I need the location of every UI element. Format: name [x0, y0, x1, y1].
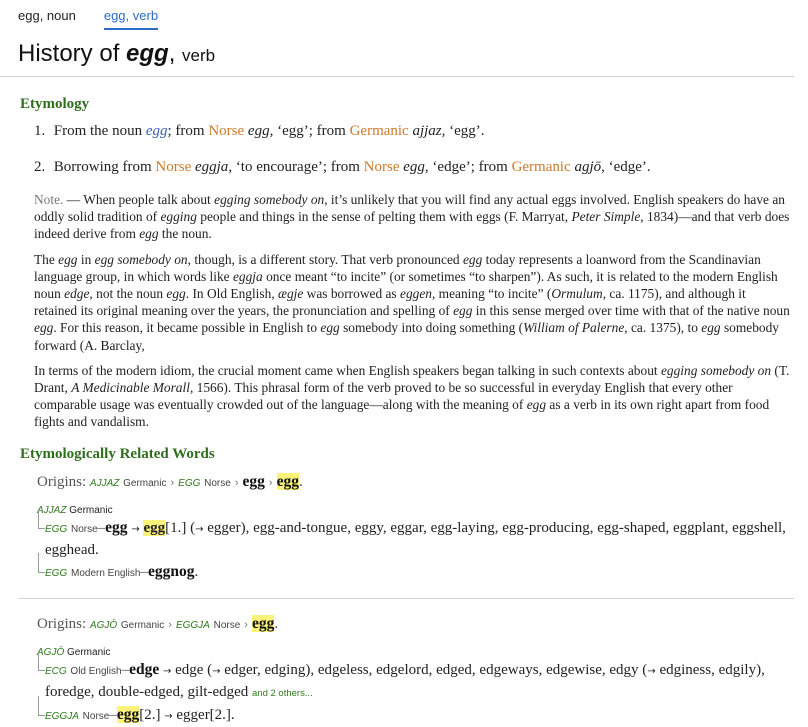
text: somebody forward (A. Barclay, [34, 320, 780, 353]
arrow-right-icon: → [131, 523, 140, 535]
term: egg [58, 251, 78, 267]
text: The [34, 251, 59, 267]
text: , it’s unlikely that you will find any actual eggs involved. English speakers do have an oddly solid tradition of [34, 192, 785, 225]
term: egg [701, 320, 721, 336]
arrow-right-icon: → [162, 665, 172, 677]
term: egg somebody on [94, 251, 188, 267]
title-prefix: History of [18, 40, 120, 67]
term: egg [139, 226, 159, 242]
term: agjō [574, 159, 602, 175]
origin-link[interactable]: EGG [178, 477, 201, 489]
text: was borrowed as [303, 286, 400, 302]
term: egging somebody on [214, 192, 325, 207]
etymology-item-1 [34, 121, 808, 141]
related-tree-2 [37, 647, 808, 727]
term: Peter Simple [571, 209, 641, 225]
term: ajjaz [412, 123, 442, 139]
text: . In Old English, [185, 286, 279, 302]
origins-chain-1: Origins: AJJAZ Germanic › EGG Norse › egg › egg. [37, 472, 303, 490]
root-lang: Germanic [69, 504, 113, 516]
term: Ormulum [551, 286, 603, 302]
tab-egg-verb[interactable]: egg, verb [104, 0, 158, 30]
current-word: egg [116, 705, 140, 723]
term: egg [320, 320, 340, 336]
chevron-right-icon: › [268, 476, 273, 489]
text: . For this reason, it became possible in English to [53, 320, 321, 336]
title-pos: verb [182, 46, 216, 65]
current-word: egg [143, 519, 166, 536]
text: , ca. 1175), and although it retained its original meaning over the years, the pronunciation and spelling of [34, 286, 746, 319]
origin-lang: Norse [204, 477, 231, 489]
related-words-heading: Etymologically Related Words [20, 445, 215, 462]
term: eggen [400, 286, 432, 302]
tree-branch [37, 704, 808, 727]
item-number: 2. [34, 159, 46, 175]
branch-link[interactable]: EGG [45, 523, 68, 535]
branch-lang: Norse [82, 710, 110, 722]
term: egging somebody on [660, 362, 772, 378]
related-words-list: edginess, edgily), foredge, double-edged, gilt-edged [45, 661, 765, 700]
text: In terms of the modern idiom, the crucial moment came when English speakers began talking in such contexts about [34, 362, 661, 378]
arrow-right-icon: → [164, 710, 173, 722]
text: , ‘edge’; from [424, 159, 512, 175]
text: (T. Drant, [34, 362, 790, 396]
text: people and things in the sense of pelting them with eggs (F. Marryat, [196, 209, 572, 225]
item-number: 1. [34, 123, 46, 139]
text: , though, is a different story. That verb pronounced [187, 251, 463, 267]
text: [1.] ( [165, 519, 196, 536]
term: edge [64, 286, 90, 302]
origin-lang: Germanic [120, 619, 165, 631]
branch-word[interactable]: eggnog [147, 562, 195, 580]
arrow-right-icon: → [647, 665, 656, 677]
text: , ca. 1375), to [624, 320, 702, 336]
text: , not the noun [89, 286, 167, 302]
link-germanic[interactable]: Germanic [511, 159, 571, 175]
page-title: History of egg, verb [18, 40, 216, 67]
arrow-right-icon: → [212, 665, 221, 677]
text: . [194, 563, 199, 580]
tree-branch [37, 561, 808, 584]
tree-branch [37, 659, 808, 704]
branch-word[interactable]: egg [105, 518, 128, 536]
text: , ‘edge’. [601, 159, 651, 175]
root-link[interactable]: AGJŌ [37, 646, 65, 658]
branch-link[interactable]: EGGJA [45, 710, 79, 722]
origin-lang: Germanic [123, 477, 167, 489]
text: edge ( [171, 661, 213, 678]
term: egg [462, 251, 483, 267]
dash: – [109, 706, 117, 723]
origin-word: egg [242, 472, 265, 490]
etymology-item-2 [34, 157, 808, 177]
branch-lang: Old English [70, 665, 122, 677]
branch-word[interactable]: edge [129, 660, 160, 678]
tree-branch [37, 517, 808, 561]
note-label: Note. [34, 192, 64, 207]
term: ægje [278, 286, 304, 302]
etymology-paragraph-1 [34, 251, 790, 354]
related-words-list: egger[2.]. [172, 706, 235, 723]
term: William of Palerne [523, 320, 625, 336]
link-germanic[interactable]: Germanic [349, 123, 409, 139]
tree-root [37, 647, 808, 659]
etymology-paragraph-2 [34, 362, 790, 431]
tree-root [37, 505, 808, 517]
etymology-heading: Etymology [20, 96, 90, 112]
text: , 1566). This phrasal form of the verb proved to be so successful in everyday English that every other comparable usage was eventually crowded out of the language—along with the meaning of [34, 380, 733, 413]
branch-link[interactable]: EGG [45, 567, 68, 579]
text: as a verb in its own right apart from food fights and vandalism. [34, 397, 770, 430]
more-link[interactable]: and 2 others... [252, 687, 313, 699]
text: , meaning “to incite” ( [431, 286, 552, 302]
link-norse[interactable]: Norse [155, 159, 192, 175]
branch-lang: Norse [70, 523, 98, 535]
text: , ‘egg’; from [269, 123, 350, 139]
title-word: egg [126, 40, 169, 67]
term: A Medicinable Morall [71, 380, 190, 396]
title-row [0, 30, 794, 77]
related-tree-1 [37, 505, 808, 584]
tab-bar [0, 0, 808, 30]
text: the noun. [158, 226, 212, 242]
term: egg [403, 159, 425, 175]
origin-link[interactable]: AJJAZ [89, 477, 120, 489]
dash: – [121, 661, 130, 678]
text: today represents a loanword from the Scandinavian language group, in which words like [34, 251, 761, 284]
text: From the noun [53, 123, 146, 139]
origin-word-current: egg [276, 472, 299, 490]
link-norse[interactable]: Norse [363, 159, 400, 175]
text: , 1834)—and that verb does indeed derive from [34, 209, 790, 242]
text: somebody into doing something ( [339, 320, 524, 336]
origin-link[interactable]: AGJŌ [89, 619, 118, 631]
origins-label: Origins: [37, 615, 87, 632]
text: in [77, 251, 95, 267]
related-words-list: egger), egg-and-tongue, eggy, eggar, egg-laying, egg-producing, egg-shaped, eggplant, eggshell, egghead. [45, 519, 786, 558]
chevron-right-icon: › [234, 476, 239, 489]
root-lang: Germanic [67, 646, 111, 658]
text: [2.] [139, 706, 165, 723]
related-words-list: edger, edging), edgeless, edgelord, edged, edgeways, edgewise, edgy ( [220, 661, 648, 678]
term: egg [526, 397, 547, 413]
origins-label: Origins: [37, 473, 87, 490]
etymology-note [34, 191, 790, 243]
origins-chain-2: Origins: AGJŌ Germanic › EGGJA Norse › egg. [37, 614, 279, 632]
root-link[interactable]: AJJAZ [37, 504, 67, 516]
text: , ‘egg’. [441, 123, 485, 139]
term: egg [453, 303, 473, 319]
dash: – [140, 563, 148, 580]
arrow-right-icon: → [195, 523, 204, 535]
term: egg [166, 286, 186, 302]
origin-lang: Norse [213, 619, 241, 631]
term: eggja [194, 159, 229, 175]
text: ; from [167, 123, 209, 139]
text: once meant “to incite” (or sometimes “to sharpen”). As such, it is related to the modern English noun [34, 268, 778, 302]
text: , ‘to encourage’; from [228, 159, 364, 175]
term: egg [34, 320, 54, 336]
term: egg [247, 123, 270, 139]
chevron-right-icon: › [170, 476, 175, 489]
link-norse[interactable]: Norse [208, 123, 245, 139]
text: Borrowing from [53, 159, 156, 175]
term: egging [160, 209, 197, 225]
tab-egg-noun[interactable]: egg, noun [18, 8, 76, 23]
dash: – [97, 519, 106, 536]
text: in this sense merged over time with that of the native noun [472, 303, 790, 319]
text: — When people talk about [63, 192, 215, 207]
term: eggja [232, 268, 263, 284]
origin-word-current: egg [251, 614, 275, 632]
link-egg-noun[interactable]: egg [145, 123, 168, 139]
chevron-right-icon: › [168, 618, 172, 631]
divider [18, 598, 794, 599]
chevron-right-icon: › [244, 618, 248, 631]
branch-link[interactable]: ECG [45, 665, 67, 677]
origin-link[interactable]: EGGJA [175, 619, 210, 631]
etymology-list [34, 121, 808, 177]
branch-lang: Modern English [70, 567, 141, 579]
